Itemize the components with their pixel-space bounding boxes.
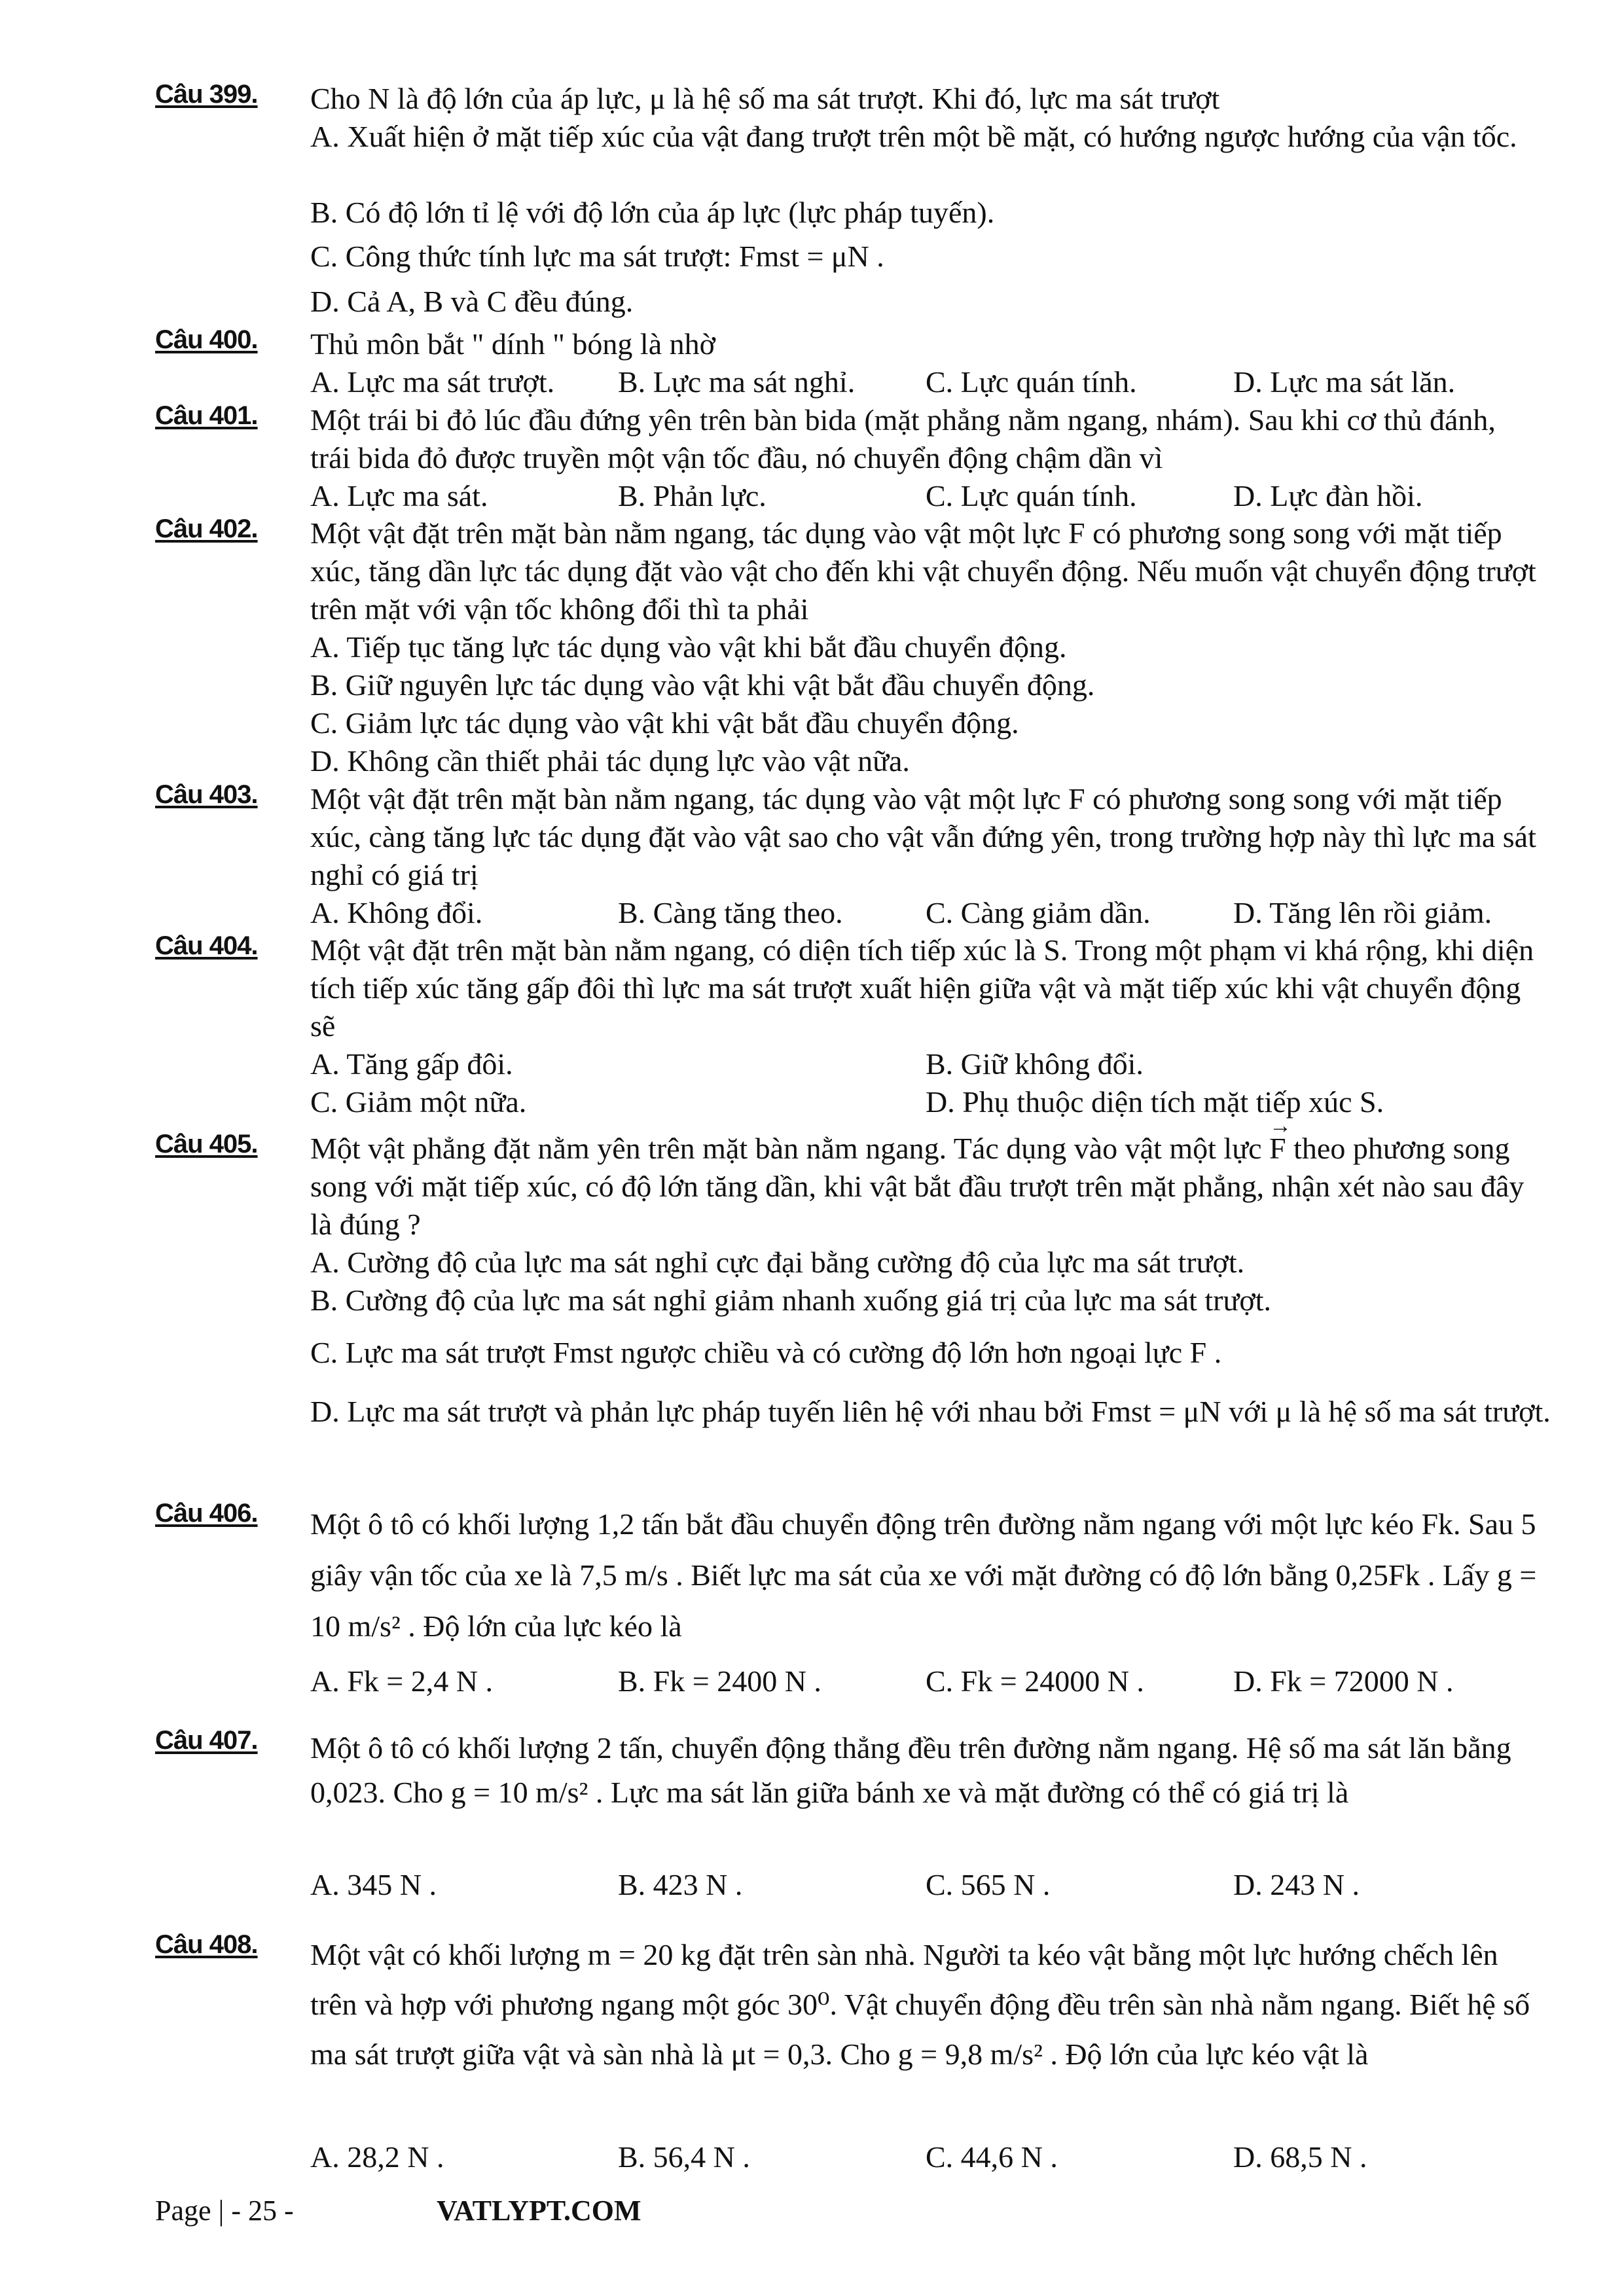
question-text — [310, 1130, 1541, 1244]
question-text: Một vật đặt trên mặt bàn nằm ngang, có diện tích tiếp xúc là S. Trong một phạm vi khá rộng, khi diện tích tiếp xúc tăng gấp đôi thì lực ma sát trượt xuất hiện giữa vật và mặt tiếp xúc khi vật chuyển động sẽ — [310, 933, 1534, 1043]
question-text: Thủ môn bắt " dính " bóng là nhờ — [310, 327, 715, 361]
option-d: D. Fk = 72000 N . — [1233, 1664, 1454, 1698]
option-c: C. Fk = 24000 N . — [926, 1664, 1144, 1698]
option-c: C. 44,6 N . — [926, 2140, 1058, 2174]
option-a: A. 28,2 N . — [310, 2140, 444, 2174]
question-text: Một trái bi đỏ lúc đầu đứng yên trên bàn bida (mặt phẳng nằm ngang, nhám). Sau khi cơ thủ đánh, trái bida đỏ được truyền một vận tốc đầu, nó chuyển động chậm dần vì — [310, 403, 1496, 475]
question-text: Một vật có khối lượng m = 20 kg đặt trên sàn nhà. Người ta kéo vật bằng một lực hướng chếch lên trên và hợp với phương ngang một góc 30⁰. Vật chuyển động đều trên sàn nhà nằm ngang. Biết hệ số ma sát trượt giữa vật và sàn nhà là μt = 0,3. Cho g = 9,8 m/s² . Độ lớn của lực kéo vật là — [310, 1938, 1530, 2071]
option-d: D. Lực đàn hồi. — [1233, 479, 1423, 512]
option-d: D. Tăng lên rồi giảm. — [1233, 896, 1492, 929]
option-d: D. Phụ thuộc diện tích mặt tiếp xúc S. — [926, 1085, 1384, 1119]
question-text-part: Một vật phẳng đặt nằm yên trên mặt bàn nằm ngang. Tác dụng vào vật một lực — [310, 1132, 1262, 1165]
option-a: A. Lực ma sát. — [310, 479, 488, 512]
option-c: C. Giảm một nữa. — [310, 1085, 527, 1119]
option-c: C. Giảm lực tác dụng vào vật khi vật bắt đầu chuyển động. — [310, 706, 1019, 740]
question-text: Một ô tô có khối lượng 2 tấn, chuyển động thẳng đều trên đường nằm ngang. Hệ số ma sát lăn bằng 0,023. Cho g = 10 m/s² . Lực ma sát lăn giữa bánh xe và mặt đường có thể có giá trị là — [310, 1731, 1511, 1809]
option-a: A. Fk = 2,4 N . — [310, 1664, 493, 1698]
option-c: C. Càng giảm dần. — [926, 896, 1151, 929]
page-footer — [155, 2194, 641, 2227]
option-d: D. Lực ma sát lăn. — [1233, 365, 1456, 399]
option-a: A. Tăng gấp đôi. — [310, 1047, 513, 1081]
option-c: C. Lực quán tính. — [926, 479, 1137, 512]
option-b: B. Càng tăng theo. — [618, 896, 843, 929]
option-b: B. Có độ lớn tỉ lệ với độ lớn của áp lực (lực pháp tuyến). — [310, 196, 995, 229]
website-label: VATLYPT.COM — [437, 2195, 641, 2227]
option-d: D. Không cần thiết phải tác dụng lực vào vật nữa. — [310, 744, 910, 778]
page-number: Page | - 25 - — [155, 2195, 294, 2227]
question-text: Một vật đặt trên mặt bàn nằm ngang, tác dụng vào vật một lực F có phương song song với mặt tiếp xúc, tăng dần lực tác dụng đặt vào vật cho đến khi vật chuyển động. Nếu muốn vật chuyển động trượt trên mặt với vận tốc không đổi thì ta phải — [310, 516, 1536, 626]
option-b: B. 56,4 N . — [618, 2140, 750, 2174]
question-number: Câu 404. — [155, 931, 258, 960]
question-number: Câu 408. — [155, 1930, 258, 1959]
option-b: B. 423 N . — [618, 1868, 743, 1901]
force-vector: → F — [1269, 1130, 1286, 1168]
option-b: B. Lực ma sát nghỉ. — [618, 365, 856, 399]
question-text-part: theo phương song song với mặt tiếp xúc, có độ lớn tăng dần, khi vật bắt đầu trượt trên mặt phẳng, nhận xét nào sau đây là đúng ? — [310, 1132, 1525, 1241]
option-b: B. Giữ nguyên lực tác dụng vào vật khi vật bắt đầu chuyển động. — [310, 668, 1095, 702]
option-c: C. 565 N . — [926, 1868, 1051, 1901]
option-b: B. Phản lực. — [618, 479, 767, 512]
question-text: Cho N là độ lớn của áp lực, μ là hệ số ma sát trượt. Khi đó, lực ma sát trượt — [310, 82, 1220, 115]
question-number: Câu 406. — [155, 1499, 258, 1528]
question-number: Câu 407. — [155, 1726, 258, 1755]
option-c: C. Lực ma sát trượt Fmst ngược chiều và có cường độ lớn hơn ngoại lực F . — [310, 1336, 1222, 1369]
question-number: Câu 401. — [155, 401, 258, 430]
question-number: Câu 405. — [155, 1130, 258, 1158]
option-a: A. Không đổi. — [310, 896, 483, 929]
option-c: C. Công thức tính lực ma sát trượt: Fmst = μN . — [310, 240, 884, 273]
option-b: B. Giữ không đổi. — [926, 1047, 1144, 1081]
question-number: Câu 399. — [155, 80, 258, 109]
option-b: B. Fk = 2400 N . — [618, 1664, 821, 1698]
question-text: Một vật đặt trên mặt bàn nằm ngang, tác dụng vào vật một lực F có phương song song với mặt tiếp xúc, càng tăng lực tác dụng đặt vào vật sao cho vật vẫn đứng yên, trong trường hợp này thì lực ma sát nghỉ có giá trị — [310, 782, 1536, 891]
option-d: D. Cả A, B và C đều đúng. — [310, 285, 634, 318]
question-number: Câu 400. — [155, 325, 258, 354]
question-number: Câu 402. — [155, 514, 258, 543]
option-a: A. Cường độ của lực ma sát nghỉ cực đại bằng cường độ của lực ma sát trượt. — [310, 1246, 1245, 1279]
option-d: D. 243 N . — [1233, 1868, 1360, 1901]
question-number: Câu 403. — [155, 780, 258, 809]
option-a: A. 345 N . — [310, 1868, 437, 1901]
option-a: A. Tiếp tục tăng lực tác dụng vào vật khi bắt đầu chuyển động. — [310, 630, 1067, 664]
option-d: D. Lực ma sát trượt và phản lực pháp tuyến liên hệ với nhau bởi Fmst = μN với μ là hệ số ma sát trượt. — [310, 1395, 1551, 1428]
option-a: A. Xuất hiện ở mặt tiếp xúc của vật đang trượt trên một bề mặt, có hướng ngược hướng của vận tốc. — [310, 120, 1517, 153]
question-text: Một ô tô có khối lượng 1,2 tấn bắt đầu chuyển động trên đường nằm ngang với một lực kéo Fk. Sau 5 giây vận tốc của xe là 7,5 m/s . Biết lực ma sát của xe với mặt đường có độ lớn bằng 0,25Fk . Lấy g = 10 m/s² . Độ lớn của lực kéo là — [310, 1507, 1537, 1643]
option-a: A. Lực ma sát trượt. — [310, 365, 555, 399]
option-d: D. 68,5 N . — [1233, 2140, 1367, 2174]
option-c: C. Lực quán tính. — [926, 365, 1137, 399]
option-b: B. Cường độ của lực ma sát nghỉ giảm nhanh xuống giá trị của lực ma sát trượt. — [310, 1283, 1272, 1317]
